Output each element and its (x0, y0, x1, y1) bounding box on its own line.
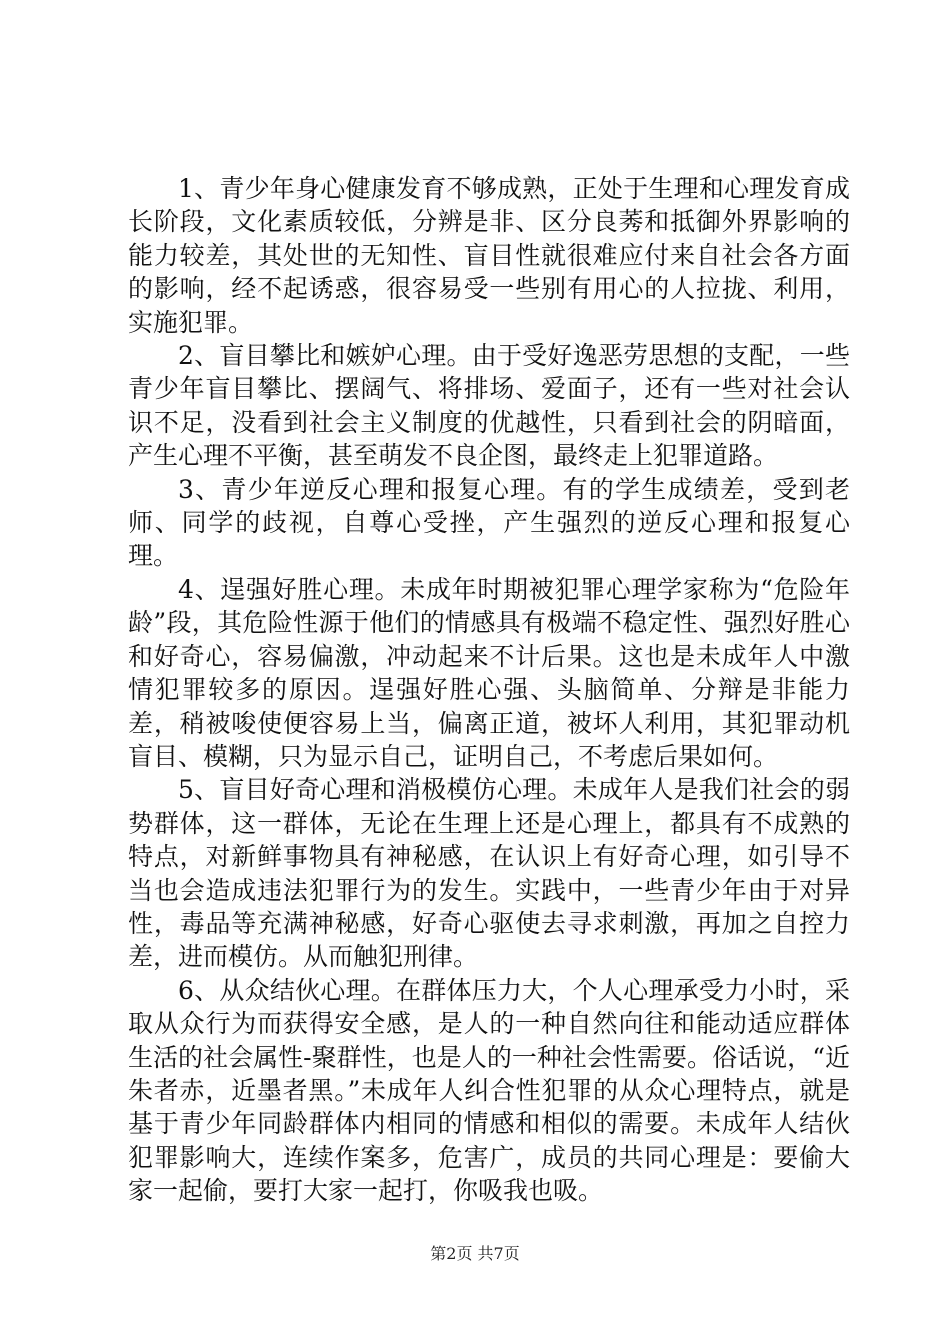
document-body (128, 172, 850, 1208)
paragraph-3: 3、青少年逆反心理和报复心理。有的学生成绩差，受到老师、同学的歧视，自尊心受挫，产生强烈的逆反心理和报复心理。 (128, 474, 850, 571)
paragraph-2: 2、盲目攀比和嫉妒心理。由于受好逸恶劳思想的支配，一些青少年盲目攀比、摆阔气、将排场、爱面子，还有一些对社会认识不足，没看到社会主义制度的优越性，只看到社会的阴暗面，产生心理不平衡，甚至萌发不良企图，最终走上犯罪道路。 (128, 341, 850, 471)
paragraph-6: 6、从众结伙心理。在群体压力大，个人心理承受力小时，采取从众行为而获得安全感，是人的一种自然向往和能动适应群体生活的社会属性-聚群性，也是人的一种社会性需要。俗话说，“近朱者赤，近墨者黑。”未成年人纠合性犯罪的从众心理特点，就是基于青少年同龄群体内相同的情感和相似的需要。未成年人结伙犯罪影响大，连续作案多，危害广，成员的共同心理是：要偷大家一起偷，要打大家一起打，你吸我也吸。 (128, 975, 850, 1206)
paragraph-5: 5、盲目好奇心理和消极模仿心理。未成年人是我们社会的弱势群体，这一群体，无论在生理上还是心理上，都具有不成熟的特点，对新鲜事物具有神秘感，在认识上有好奇心理，如引导不当也会造成违法犯罪行为的发生。实践中，一些青少年由于对异性，毒品等充满神秘感，好奇心驱使去寻求刺激，再加之自控力差，进而模仿。从而触犯刑律。 (128, 775, 850, 972)
paragraph-1: 1、青少年身心健康发育不够成熟，正处于生理和心理发育成长阶段，文化素质较低，分辨是非、区分良莠和抵御外界影响的能力较差，其处世的无知性、盲目性就很难应付来自社会各方面的影响，经不起诱惑，很容易受一些别有用心的人拉拢、利用，实施犯罪。 (128, 174, 850, 337)
paragraph-4: 4、逞强好胜心理。未成年时期被犯罪心理学家称为“危险年龄”段，其危险性源于他们的情感具有极端不稳定性、强烈好胜心和好奇心，容易偏激，冲动起来不计后果。这也是未成年人中激情犯罪较多的原因。逞强好胜心强、头脑简单、分辩是非能力差，稍被唆使便容易上当，偏离正道，被坏人利用，其犯罪动机盲目、模糊，只为显示自己，证明自己，不考虑后果如何。 (128, 574, 850, 771)
page-number-footer: 第2页 共7页 (430, 1244, 520, 1263)
